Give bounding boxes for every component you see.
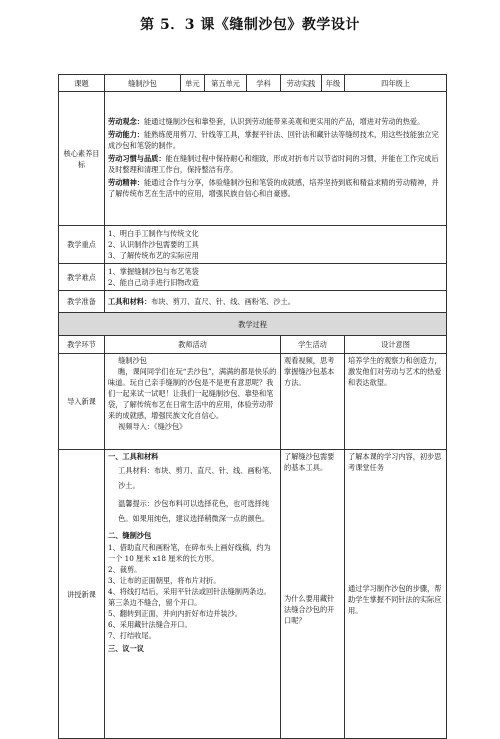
grade-label: 年级 — [322, 75, 345, 92]
difficulties-label: 教学难点 — [59, 264, 105, 291]
difficulties-content: 1、掌握缝制沙包与布艺笔袋 2、能自己动手进行旧物改造 — [105, 264, 447, 291]
grade-value: 四年级上 — [345, 75, 447, 92]
intro-intent: 培养学生的观察力和创造力，激发他们对劳动与艺术的热爱和表达欲望。 — [345, 354, 447, 450]
subject-label: 学科 — [247, 75, 281, 92]
process-header-row — [59, 313, 447, 336]
core-item: 劳动习惯与品质：能在缝制过程中保持耐心和细致，形成对折布片以节省时间的习惯，并能在工作完成后及时整理和清理工作台，保持整洁有序。 — [108, 154, 439, 174]
step-item: 3、让布的正面朝里，将布片对折。 — [108, 576, 221, 585]
page-title: 第 5．3 课《缝制沙包》教学设计 — [140, 17, 360, 33]
difficulties-row — [59, 264, 447, 291]
topic-value: 缝制沙包 — [105, 75, 181, 92]
intro-student: 观看视频，思考掌握缝沙包基本方法。 — [281, 354, 345, 450]
step-item: 4、将线打结后，采用平针法或回针法缝制两条边。第三条边不缝合，留个开口。 — [108, 587, 271, 607]
lesson-student: 了解缝沙包需要的基本工具。 为什么要用藏针法缝合沙包的开口呢？ — [281, 450, 345, 739]
process-header: 教学过程 — [59, 313, 447, 336]
step-item: 7、打结收尾。 — [108, 631, 156, 640]
key-points-content: 1、明白手工制作与传统文化 2、认识制作沙包需要的工具 3、了解传统布艺的实际应用 — [105, 226, 447, 264]
unit-label: 单元 — [181, 75, 205, 92]
step-item: 2、裁剪。 — [108, 565, 142, 574]
prep-label: 教学准备 — [59, 291, 105, 313]
lesson-row — [59, 450, 447, 739]
key-points-row — [59, 226, 447, 264]
lesson-intent: 了解本课的学习内容，初步思考课堂任务 通过学习制作沙包的步骤，帮助学生掌握不同针法的实际应用。 — [345, 450, 447, 739]
step-item: 1、借助直尺和画粉笔，在碎布头上画好线稿，约为一个 10 厘米 x18 厘米的长方形。 — [108, 543, 271, 563]
topic-label: 课题 — [59, 75, 105, 92]
core-item: 劳动能力：能熟练使用剪刀、针线等工具，掌握平针法、回针法和藏针法等缝纫技术，用这些技能独立完成沙包和笔袋的制作。 — [108, 130, 439, 150]
key-points-label: 教学重点 — [59, 226, 105, 264]
core-item: 劳动精神：能通过合作与分享，体验缝制沙包和笔袋的成就感，培养坚持到底和精益求精的劳动精神，并了解传统布艺在生活中的应用，增强民族自信心和自豪感。 — [108, 178, 439, 198]
lesson-plan-table — [58, 74, 447, 739]
info-row — [59, 75, 447, 92]
lesson-teacher: 一、工具和材料 工具材料：布块、剪刀、直尺、针、线、画粉笔、沙土。 温馨提示：沙包布料可以选择花色，也可选择纯色。如果用纯色，建议选择稍微深一点的颜色。 二、缝制沙包 1、借助直尺和画粉笔，在碎布头上画好线稿，约为一个 10 厘米 x18 厘米的长方形。 2、裁剪。 3、让布的正面朝里，将布片对折。 4、将线打结后，采用平针法或回针法缝制两条边。第三条边不缝合，留个开口。 5、翻转到正面，并向内折好布边并装沙。 6、采用藏针法缝合开口。 7、打结收尾。 三、议一议 — [105, 450, 281, 739]
core-item: 劳动观念：能通过缝制沙包和靠垫套，认识到劳动能带来美观和更实用的产品，增进对劳动的热爱。 — [108, 117, 425, 126]
core-label: 核心素养目标 — [59, 92, 105, 226]
core-row — [59, 92, 447, 226]
step-item: 6、采用藏针法缝合开口。 — [108, 620, 192, 629]
lesson-stage: 讲授新课 — [59, 450, 105, 739]
prep-content: 工具和材料：布块、剪刀、直尺、针、线、画粉笔、沙土。 — [105, 291, 447, 313]
col-teacher: 教师活动 — [105, 336, 281, 354]
col-stage: 教学环节 — [59, 336, 105, 354]
subject-value: 劳动实践 — [281, 75, 322, 92]
unit-value: 第五单元 — [205, 75, 247, 92]
intro-teacher: 缝制沙包 瞧，课间同学们在玩“丢沙包”，满满的都是快乐的味道。玩自己亲手缝制的沙包是不是更有意思呢？我们一起来试一试吧！让我们一起缝制沙包、靠垫和笔袋，了解传统布艺在日常生活中的应用，体验劳动带来的成就感，增强民族文化自信心。 视频导入：《缝沙包》 — [105, 354, 281, 450]
process-columns-row — [59, 336, 447, 354]
col-intent: 设计意图 — [345, 336, 447, 354]
col-student: 学生活动 — [281, 336, 345, 354]
intro-row — [59, 354, 447, 450]
intro-stage: 导入新课 — [59, 354, 105, 450]
core-content — [105, 92, 447, 226]
prep-row — [59, 291, 447, 313]
step-item: 5、翻转到正面，并向内折好布边并装沙。 — [108, 609, 242, 618]
